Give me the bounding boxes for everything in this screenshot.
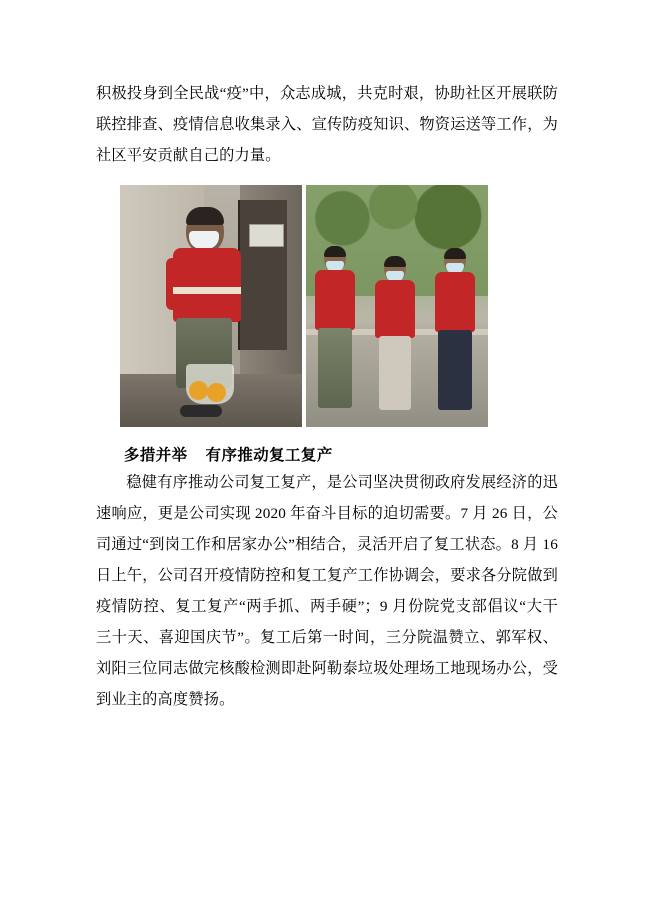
section-heading-part1: 多措并举 (124, 447, 188, 464)
paragraph-body: 稳健有序推动公司复工复产，是公司坚决贯彻政府发展经济的迅速响应，更是公司实现 2020 年奋斗目标的迫切需要。7 月 26 日，公司通过“到岗工作和居家办公”相结合，灵活开启了复工状态。8 月 16 日上午，公司召开疫情防控和复工复产工作协调会，要求各分院做到疫情防控、复工复产“两手抓、两手硬”；9 月份院党支部倡议“大干三十天、喜迎国庆节”。复工后第一时间，三分院温赞立、郭军权、刘阳三位同志做完核酸检测即赴阿勒泰垃圾处理场工地现场办公，受到业主的高度赞扬。 (96, 474, 558, 708)
photo2-left-camo-pants (318, 328, 352, 408)
photo2-right-pants (438, 330, 472, 410)
photo2-right-red-vest (435, 272, 475, 332)
photo2-right-hair (444, 248, 466, 259)
figure-row (96, 185, 558, 427)
section-heading-part2: 有序推动复工复产 (205, 447, 333, 464)
photo2-middle-hair (384, 256, 406, 267)
page-content (96, 78, 558, 717)
photo2-middle-pants (379, 336, 411, 410)
photo1-door-sign (249, 224, 284, 248)
photo2-left-hair (324, 246, 346, 257)
photo2-left-red-vest (315, 270, 355, 330)
photo1-person-shoes (180, 405, 222, 417)
paragraph-intro: 积极投身到全民战“疫”中，众志成城，共克时艰，协助社区开展联防联控排查、疫情信息收集录入、宣传防疫知识、物资运送等工作，为社区平安贡献自己的力量。 (96, 85, 558, 164)
volunteer-delivering-supplies-photo (120, 185, 302, 427)
photo1-door (238, 200, 287, 350)
photo1-vest-stripe (173, 287, 241, 294)
photo1-red-vest (173, 248, 241, 322)
volunteers-talking-outdoors-photo (306, 185, 488, 427)
photo1-person-hair (186, 207, 224, 225)
section-heading (96, 443, 558, 465)
photo2-middle-red-vest (375, 280, 415, 338)
